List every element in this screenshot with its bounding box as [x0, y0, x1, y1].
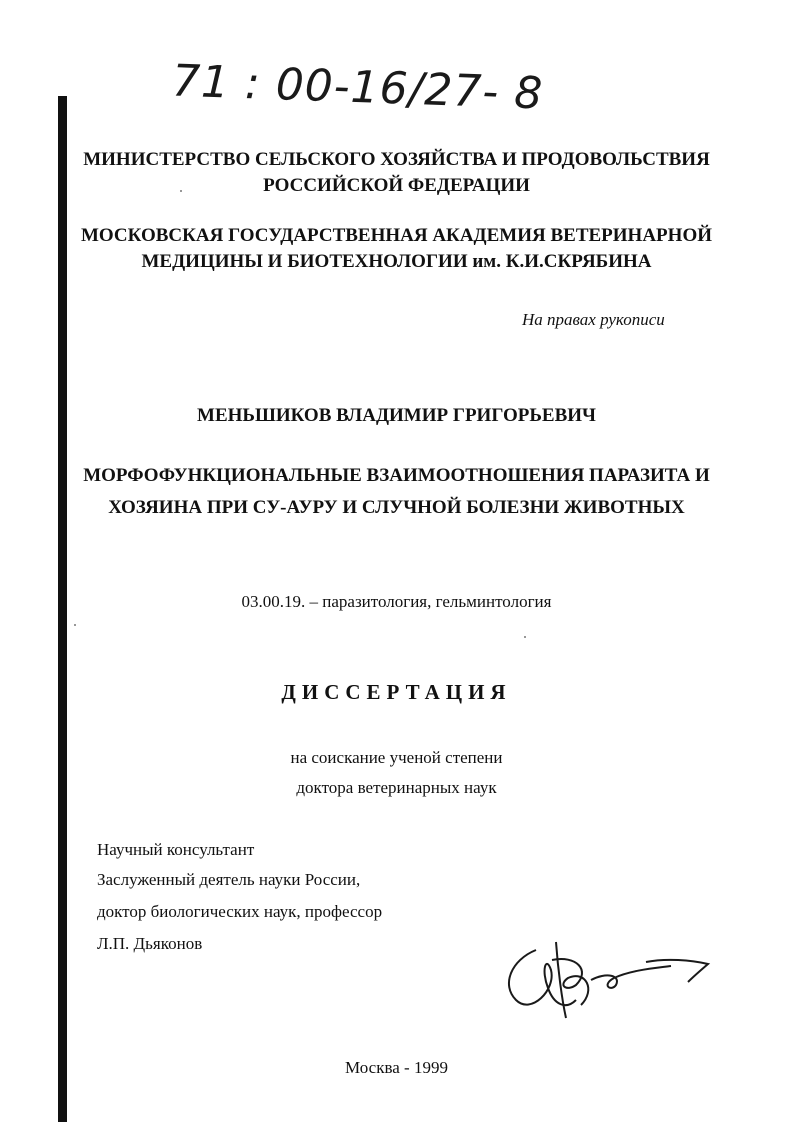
ministry-line-1: МИНИСТЕРСТВО СЕЛЬСКОГО ХОЗЯЙСТВА И ПРОДОВОЛЬСТВИЯ: [83, 149, 710, 170]
specialty-code: 03.00.19. – паразитология, гельминтология: [241, 592, 552, 611]
handwritten-signature: [496, 930, 716, 1020]
degree-line-1: на соискание ученой степени: [290, 748, 503, 767]
consultant-honorary-title: Заслуженный деятель науки России,: [97, 870, 361, 889]
scan-speck: [524, 636, 526, 638]
ministry-line-2: РОССИЙСКОЙ ФЕДЕРАЦИИ: [263, 175, 530, 196]
thesis-title-line-2: ХОЗЯИНА ПРИ СУ-АУРУ И СЛУЧНОЙ БОЛЕЗНИ ЖИВОТНЫХ: [108, 497, 685, 518]
scan-speck: [74, 624, 76, 626]
handwritten-registry-code: 71 : 00-16/27- 8: [171, 55, 545, 120]
author-name: МЕНЬШИКОВ ВЛАДИМИР ГРИГОРЬЕВИЧ: [197, 405, 596, 426]
manuscript-rights-label: На правах рукописи: [522, 310, 665, 329]
city-year: Москва - 1999: [345, 1058, 448, 1077]
degree-line-2: доктора ветеринарных наук: [296, 778, 497, 797]
consultant-label: Научный консультант: [97, 840, 255, 859]
consultant-name: Л.П. Дьяконов: [97, 934, 203, 953]
dissertation-heading: ДИССЕРТАЦИЯ: [281, 680, 512, 704]
academy-line-1: МОСКОВСКАЯ ГОСУДАРСТВЕННАЯ АКАДЕМИЯ ВЕТЕРИНАРНОЙ: [80, 225, 713, 246]
consultant-degree: доктор биологических наук, профессор: [97, 902, 383, 921]
academy-line-2: МЕДИЦИНЫ И БИОТЕХНОЛОГИИ им. К.И.СКРЯБИНА: [141, 251, 652, 272]
thesis-title-line-1: МОРФОФУНКЦИОНАЛЬНЫЕ ВЗАИМООТНОШЕНИЯ ПАРАЗИТА И: [83, 465, 710, 486]
